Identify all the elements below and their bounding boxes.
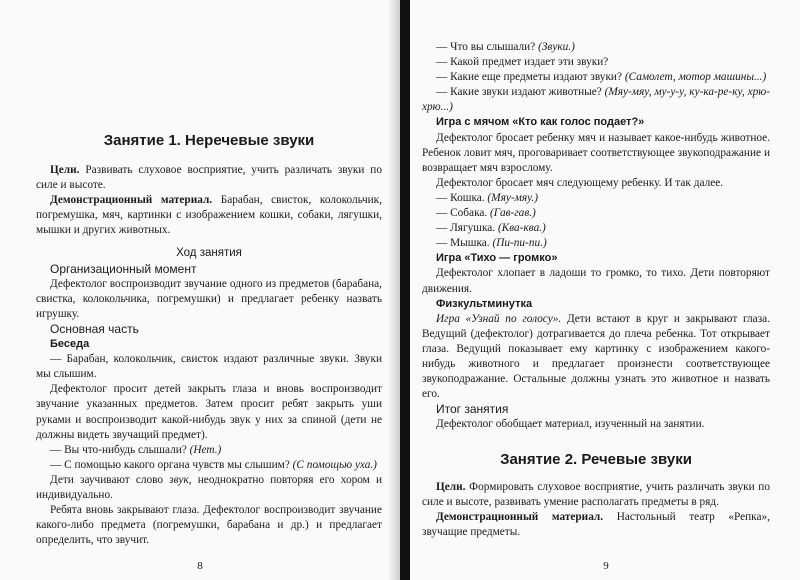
right-page-body xyxy=(422,40,770,540)
animal-3-sound: (Ква-ква.) xyxy=(497,222,546,235)
talk-heading: Беседа xyxy=(50,338,90,351)
question-1 xyxy=(36,443,382,458)
goals2-text: Формировать слуховое восприятие, учить различать звуки по силе и высоте, развивать умение располагать предметы в ряд. xyxy=(422,480,770,508)
result-heading: Итог занятия xyxy=(436,402,509,417)
phys-text: Дети встают в круг и закрывают глаза. Ведущий (дефектолог) дотрагивается до плеча ребенка. Тот открывает глаза. Ведущий показывает ему картинку с изображением какого-нибудь животного и предлагает произнести соответствующее звукоподражание. Остальные должны узнать это животное и назвать его. xyxy=(422,312,771,401)
phys-heading: Физкультминутка xyxy=(436,297,533,310)
right-q4-answer: (Мяу-мяу, му-у-у, ку-ка-ре-ку, хрю-хрю...) xyxy=(422,86,770,114)
gutter-shadow xyxy=(388,0,400,580)
talk-line-1: — Барабан, колокольчик, свисток издают различные звуки. Звуки мы слышим. xyxy=(36,353,382,381)
material2-paragraph xyxy=(422,510,770,540)
animal-4: — Мышка. xyxy=(436,237,493,250)
book-spine xyxy=(400,0,410,580)
right-q2: — Какой предмет издает эти звуки? xyxy=(436,56,609,69)
org-paragraph: Дефектолог воспроизводит звучание одного из предметов (барабана, свистка, колокольчика, погремушки) и предлагает ребенку назвать игрушку. xyxy=(36,277,382,320)
animal-1-sound: (Мяу-мяу.) xyxy=(487,191,538,204)
result-paragraph: Дефектолог обобщает материал, изученный на занятии. xyxy=(436,418,705,431)
main-heading: Основная часть xyxy=(50,321,139,336)
right-q4 xyxy=(422,85,770,115)
animal-1: — Кошка. xyxy=(436,191,488,204)
course-heading: Ход занятия xyxy=(176,247,242,260)
material2-label: Демонстрационный материал. xyxy=(436,510,604,523)
material2-text: Настольный театр «Репка», звучащие предметы. xyxy=(422,510,770,538)
question-2-answer: (С помощью уха.) xyxy=(292,458,377,471)
animal-line-3 xyxy=(422,221,770,236)
game2-paragraph: Дефектолог хлопает в ладоши то громко, то тихо. Дети повторяют движения. xyxy=(422,267,770,295)
animal-line-4 xyxy=(422,236,770,251)
right-q1 xyxy=(422,40,770,55)
right-q4-text: — Какие звуки издают животные? xyxy=(436,86,605,99)
word-text-2: , неоднократно повторяя его хором и индивидуально. xyxy=(36,473,382,501)
animal-2: — Собака. xyxy=(436,207,491,220)
right-q1-text: — Что вы слышали? xyxy=(436,41,539,53)
word-paragraph xyxy=(36,473,382,503)
right-q3-answer: (Самолет, мотор машины...) xyxy=(624,71,767,84)
phys-paragraph xyxy=(422,312,770,403)
chapter-title-1: Занятие 1. Неречевые звуки xyxy=(103,132,315,149)
right-page xyxy=(410,0,800,580)
last-paragraph: Ребята вновь закрывают глаза. Дефектолог воспроизводит звучание какого-либо предмета (погремушки, барабана и др.) и предлагает определить, что звучит. xyxy=(36,504,382,547)
material-label: Демонстрационный материал. xyxy=(50,194,213,207)
animal-line-2 xyxy=(422,206,770,221)
question-2-text: — С помощью какого органа чувств мы слышим? xyxy=(50,458,293,471)
animal-2-sound: (Гав-гав.) xyxy=(490,207,536,220)
goals-paragraph xyxy=(36,163,382,193)
goals2-paragraph xyxy=(422,480,770,510)
right-q3 xyxy=(422,70,770,85)
goals-text: Развивать слуховое восприятие, учить различать звуки по силе и высоте. xyxy=(36,164,382,192)
chapter-title-2: Занятие 2. Речевые звуки xyxy=(500,451,692,469)
goals-label: Цели. xyxy=(50,164,80,176)
animal-3: — Лягушка. xyxy=(436,222,498,235)
right-q3-text: — Какие еще предметы издают звуки? xyxy=(436,71,625,84)
left-page-body xyxy=(36,163,382,548)
word-italic: звук xyxy=(169,473,189,486)
material-paragraph xyxy=(36,193,382,238)
page-number-right: 9 xyxy=(603,560,609,572)
game1-paragraph-1: Дефектолог бросает ребенку мяч и называет какое-нибудь животное. Ребенок ловит мяч, проговаривает соответствующее звукоподражание и возвращает мяч взрослому. xyxy=(422,131,770,174)
material-text: Барабан, свисток, колокольчик, погремушка, мяч, картинки с изображением кошки, собаки, лягушки, мышки и других животных. xyxy=(36,194,382,237)
question-1-answer: (Нет.) xyxy=(189,443,222,456)
question-2 xyxy=(36,458,382,473)
game2-heading: Игра «Тихо — громко» xyxy=(436,252,558,265)
word-text-1: Дети заучивают слово xyxy=(50,473,170,486)
right-q1-answer: (Звуки.) xyxy=(538,41,575,53)
page-number-left: 8 xyxy=(197,560,203,572)
talk-paragraph-2: Дефектолог просит детей закрыть глаза и вновь воспроизводит звучание указанных предметов. Затем просит ребят закрыть уши руками и воспроизводит какой-нибудь звук у них за спиной (дети не должны видеть звучащий предмет). xyxy=(36,383,382,441)
org-heading: Организационный момент xyxy=(50,261,197,276)
game1-heading: Игра с мячом «Кто как голос подает?» xyxy=(436,116,645,129)
question-1-text: — Вы что-нибудь слышали? xyxy=(50,443,190,456)
phys-game-name: Игра «Узнай по голосу». xyxy=(436,312,562,325)
animal-line-1 xyxy=(422,191,770,206)
goals2-label: Цели. xyxy=(436,480,466,493)
animal-4-sound: (Пи-пи-пи.) xyxy=(492,237,547,250)
game1-paragraph-2: Дефектолог бросает мяч следующему ребенку. И так далее. xyxy=(436,176,724,189)
